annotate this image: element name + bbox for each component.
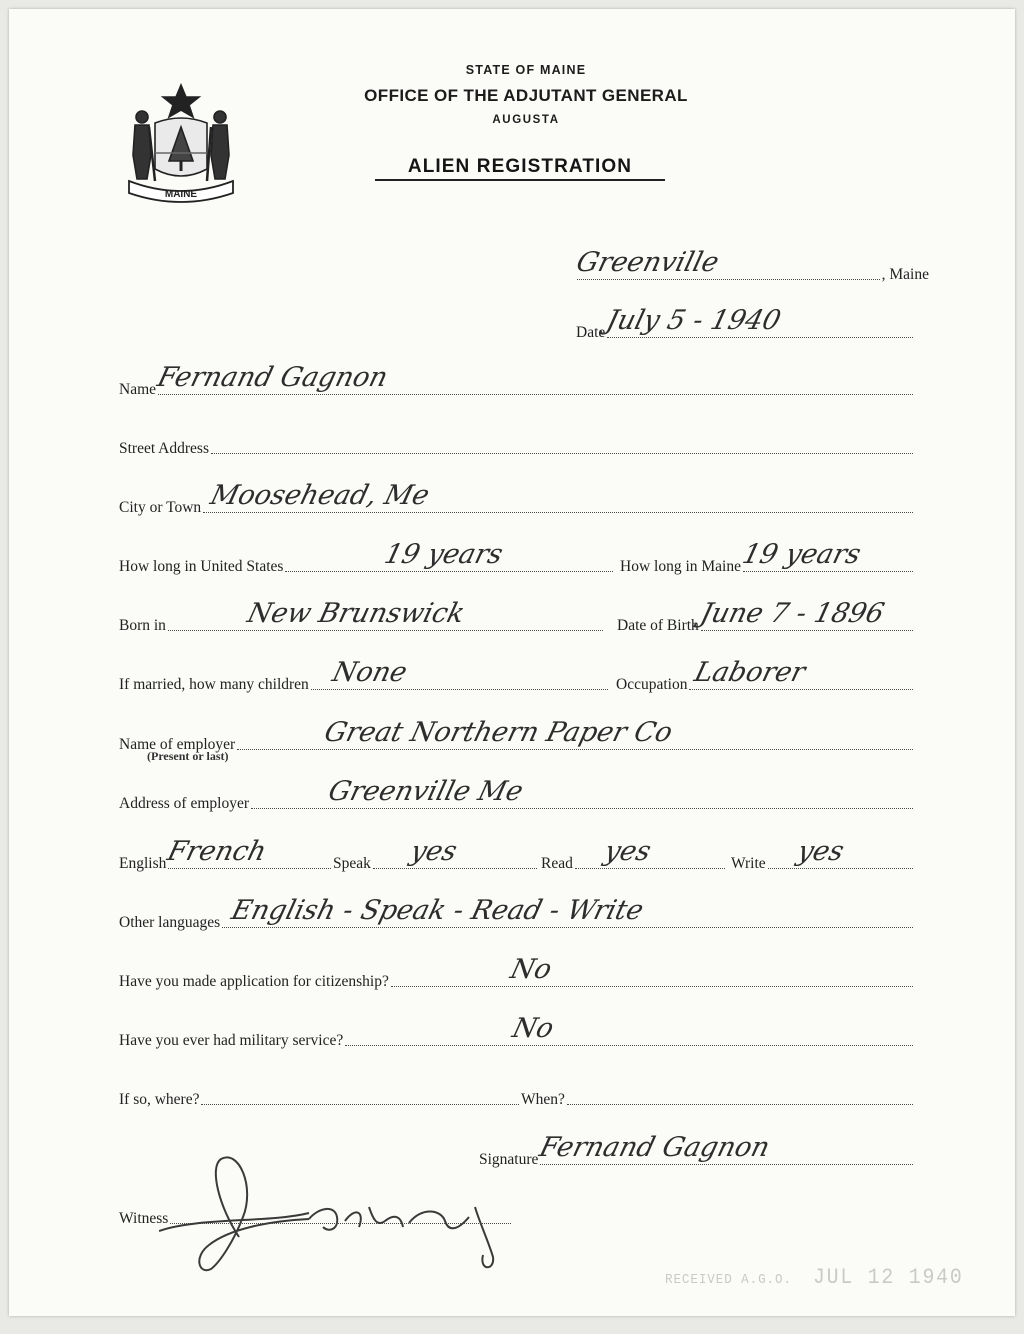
city-or-town-label: City or Town — [119, 499, 202, 516]
where-field — [119, 1080, 521, 1109]
employer-address-label: Address of employer — [119, 795, 249, 812]
other-languages-field — [119, 895, 915, 932]
children-line[interactable] — [311, 657, 608, 690]
employer-field — [119, 717, 915, 754]
read-value: yes — [601, 836, 654, 867]
office-heading: OFFICE OF THE ADJUTANT GENERAL — [364, 86, 688, 105]
employer-address-line[interactable] — [251, 776, 913, 809]
english-label: English — [119, 855, 167, 872]
date-field — [576, 305, 915, 342]
city-or-town-value: Moosehead, Me — [207, 480, 433, 511]
speak-label: Speak — [333, 855, 371, 872]
name-line[interactable] — [154, 362, 913, 395]
how-long-us-label: How long in United States — [119, 558, 284, 575]
street-address-field — [119, 429, 915, 458]
received-stamp-date: JUL 12 1940 — [812, 1265, 964, 1290]
born-in-line[interactable] — [168, 598, 603, 631]
read-field — [541, 836, 727, 873]
speak-line[interactable] — [373, 836, 537, 869]
occupation-value: Laborer — [691, 657, 809, 688]
write-line[interactable] — [768, 836, 913, 869]
date-of-birth-value: June 7 - 1896 — [697, 598, 888, 629]
military-service-field — [119, 1013, 915, 1050]
witness-label: Witness — [119, 1210, 169, 1227]
employer-sublabel: (Present or last) — [147, 749, 229, 763]
speak-field — [333, 836, 539, 873]
how-long-maine-value: 19 years — [739, 539, 865, 570]
write-field — [731, 836, 915, 873]
english-value: French — [164, 836, 270, 867]
read-line[interactable] — [575, 836, 725, 869]
date-value: July 5 - 1940 — [603, 305, 785, 336]
city-heading: AUGUSTA — [492, 114, 560, 126]
employer-address-field — [119, 776, 915, 813]
employer-value: Great Northern Paper Co — [321, 717, 676, 748]
received-stamp — [665, 1265, 964, 1290]
employer-address-value: Greenville Me — [325, 776, 527, 807]
street-address-label: Street Address — [119, 440, 209, 457]
when-field — [521, 1080, 915, 1109]
children-label: If married, how many children — [119, 676, 309, 693]
how-long-maine-line[interactable] — [739, 539, 913, 572]
how-long-maine-field — [620, 539, 915, 576]
where-label: If so, where? — [119, 1091, 200, 1108]
employer-label: Name of employer — [119, 736, 236, 753]
write-label: Write — [731, 855, 766, 872]
witness-signature-icon — [159, 1147, 539, 1275]
english-line[interactable] — [164, 836, 331, 869]
other-languages-value: English - Speak - Read - Write — [228, 895, 647, 926]
where-line[interactable] — [201, 1080, 519, 1105]
date-label: Date — [576, 324, 606, 341]
english-field — [119, 836, 333, 873]
signature-line[interactable] — [536, 1132, 913, 1165]
military-service-line[interactable] — [345, 1013, 913, 1046]
seal-banner: MAINE — [164, 189, 198, 200]
signature-value: Fernand Gagnon — [536, 1132, 774, 1163]
date-line[interactable] — [603, 305, 913, 338]
city-or-town-line[interactable] — [203, 480, 913, 513]
registration-form — [9, 9, 1015, 1316]
signature-label: Signature — [479, 1151, 539, 1168]
military-service-value: No — [509, 1013, 558, 1044]
other-languages-label: Other languages — [119, 914, 221, 931]
place-field — [573, 247, 929, 284]
name-label: Name — [119, 381, 157, 398]
date-of-birth-field — [617, 598, 915, 635]
how-long-us-value: 19 years — [381, 539, 507, 570]
received-stamp-text: RECEIVED A.G.O. — [665, 1272, 792, 1288]
name-field — [119, 362, 915, 399]
place-suffix: , Maine — [881, 266, 929, 283]
street-address-line[interactable] — [211, 429, 913, 454]
born-in-value: New Brunswick — [244, 598, 468, 629]
citizenship-line[interactable] — [391, 954, 913, 987]
occupation-line[interactable] — [689, 657, 913, 690]
citizenship-field — [119, 954, 915, 991]
city-or-town-field — [119, 480, 915, 517]
when-label: When? — [521, 1091, 565, 1108]
state-heading: STATE OF MAINE — [465, 63, 587, 77]
employer-line[interactable] — [237, 717, 913, 750]
form-title: ALIEN REGISTRATION — [375, 156, 665, 181]
military-service-label: Have you ever had military service? — [119, 1032, 344, 1049]
name-value: Fernand Gagnon — [154, 362, 391, 393]
born-in-label: Born in — [119, 617, 166, 634]
born-in-field — [119, 598, 605, 635]
how-long-us-field — [119, 539, 615, 576]
place-value: Greenville — [573, 247, 722, 278]
occupation-label: Occupation — [616, 676, 688, 693]
date-of-birth-label: Date of Birth — [617, 617, 699, 634]
place-line[interactable] — [573, 247, 880, 280]
how-long-us-line[interactable] — [285, 539, 613, 572]
when-line[interactable] — [567, 1080, 913, 1105]
how-long-maine-label: How long in Maine — [620, 558, 741, 575]
other-languages-line[interactable] — [222, 895, 913, 928]
write-value: yes — [793, 836, 847, 867]
occupation-field — [616, 657, 915, 694]
read-label: Read — [541, 855, 573, 872]
signature-field — [479, 1132, 915, 1169]
children-field — [119, 657, 610, 694]
speak-value: yes — [407, 836, 460, 867]
citizenship-label: Have you made application for citizenship? — [119, 973, 389, 990]
date-of-birth-line[interactable] — [697, 598, 913, 631]
citizenship-value: No — [507, 954, 555, 985]
children-value: None — [329, 657, 411, 688]
